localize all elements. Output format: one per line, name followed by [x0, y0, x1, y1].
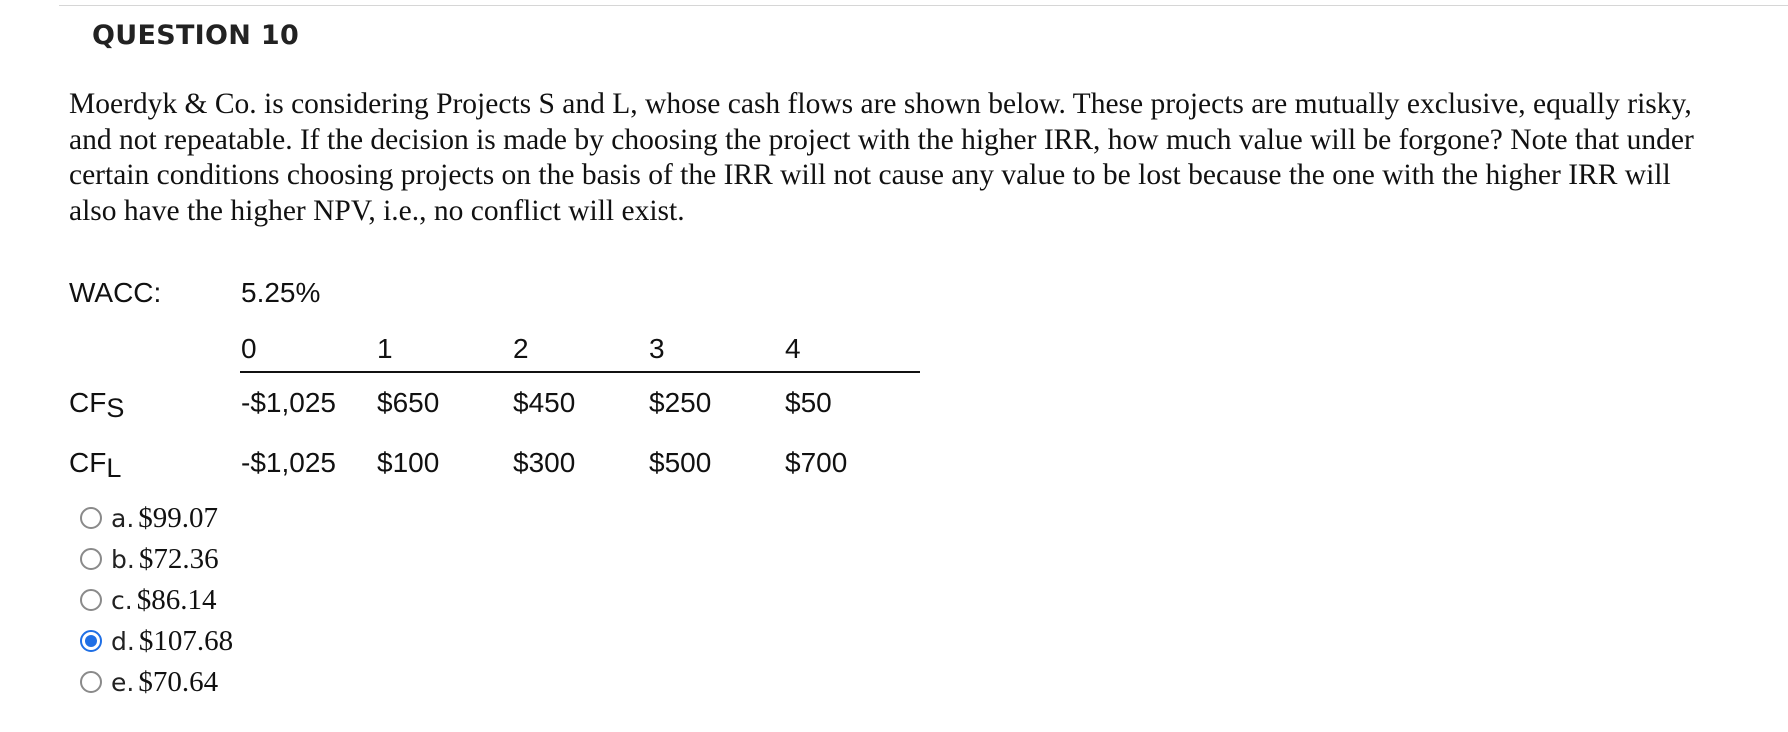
option-d[interactable] [80, 623, 233, 659]
radio-button[interactable] [80, 507, 102, 529]
option-e[interactable] [80, 664, 218, 700]
table-cell: $300 [513, 447, 576, 478]
table-header-rule [240, 371, 920, 373]
period-header: 2 [513, 333, 529, 364]
question-title: QUESTION 10 [92, 20, 300, 51]
option-letter: a. [111, 503, 135, 533]
table-cell: $450 [513, 387, 576, 418]
table-cell: $650 [377, 387, 440, 418]
option-value: $70.64 [138, 665, 219, 698]
radio-button[interactable] [80, 548, 102, 570]
table-cell: -$1,025 [241, 387, 336, 418]
option-b[interactable] [80, 541, 219, 577]
period-header: 4 [785, 333, 801, 364]
period-header: 3 [649, 333, 665, 364]
wacc-value: 5.25% [241, 277, 321, 308]
row-label-cfl [69, 447, 122, 483]
period-header: 1 [377, 333, 393, 364]
row-label-main: CF [69, 447, 107, 478]
table-cell: $250 [649, 387, 712, 418]
option-value: $99.07 [138, 501, 219, 534]
table-cell: $50 [785, 387, 832, 418]
period-header: 0 [241, 333, 257, 364]
option-letter: b. [111, 544, 135, 574]
option-value: $86.14 [136, 583, 217, 616]
table-cell: $700 [785, 447, 848, 478]
radio-button-selected[interactable] [80, 630, 102, 652]
top-divider [59, 5, 1788, 6]
option-value: $72.36 [138, 542, 219, 575]
option-letter: e. [111, 667, 135, 697]
row-label-cfs [69, 387, 125, 423]
option-letter: c. [111, 585, 133, 615]
table-cell: -$1,025 [241, 447, 336, 478]
table-cell: $500 [649, 447, 712, 478]
option-a[interactable] [80, 500, 218, 536]
option-letter: d. [111, 626, 135, 656]
wacc-label: WACC: [69, 277, 162, 308]
question-text: Moerdyk & Co. is considering Projects S and L, whose cash flows are shown below. These projects are mutually exclusive, equally risky, and not repeatable. If the decision is made by choosing the project with the higher IRR, how much value will be forgone? Note that under certain conditions choosing projects on the basis of the IRR will not cause any value to be lost because the one with the higher IRR will also have the higher NPV, i.e., no conflict will exist. [69, 88, 1694, 227]
row-label-subscript: S [106, 393, 125, 423]
option-value: $107.68 [138, 624, 234, 657]
row-label-subscript: L [106, 453, 122, 483]
radio-button[interactable] [80, 589, 102, 611]
row-label-main: CF [69, 387, 107, 418]
radio-button[interactable] [80, 671, 102, 693]
table-cell: $100 [377, 447, 440, 478]
option-c[interactable] [80, 582, 216, 618]
